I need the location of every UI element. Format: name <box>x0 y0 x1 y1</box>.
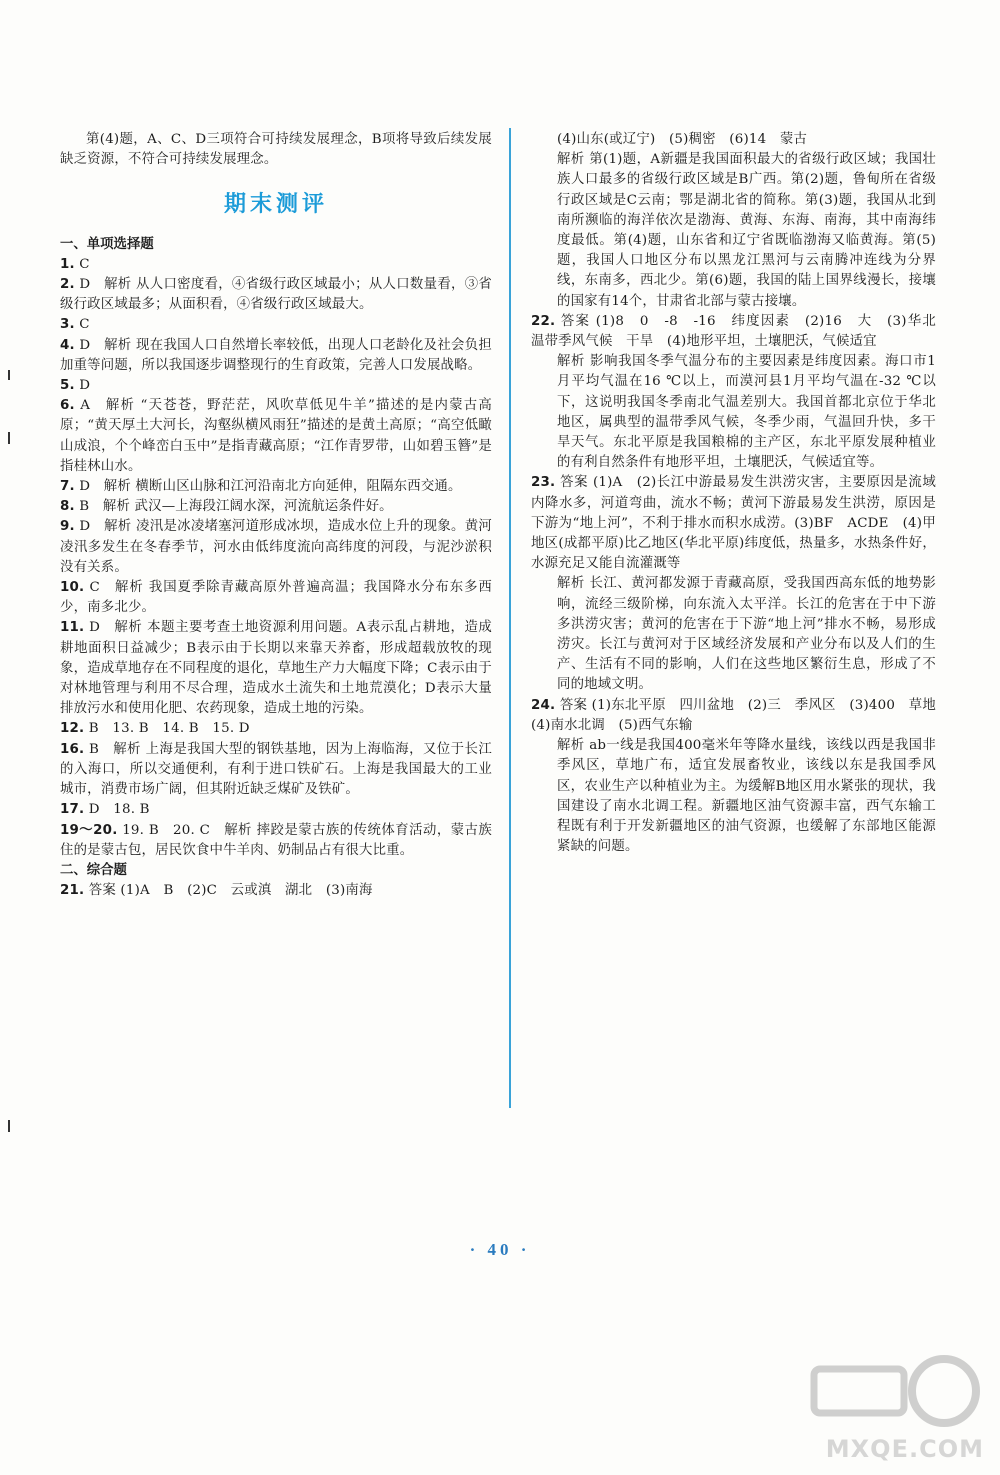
answer-item <box>60 255 492 275</box>
answer-item <box>60 740 492 801</box>
section-title: 期末测评 <box>223 191 328 218</box>
answer-item <box>60 315 492 335</box>
answer-item-24 <box>531 696 950 736</box>
item-text: 答案 (1)8 0 -8 -16 纬度因素 (2)16 大 (3)华北 温带季风气候 干旱 (4)地形平坦，土壤肥沃，气候适宜 <box>531 313 950 350</box>
item-number: 8. <box>60 499 75 515</box>
answer-item <box>60 618 492 719</box>
item-text: 答案 (1)东北平原 四川盆地 (2)三 季风区 (3)400 草地 (4)南水北调 (5)西气东输 <box>531 697 950 733</box>
answer-item <box>60 578 492 618</box>
answer-22-analysis: 解析 影响我国冬季气温分布的主要因素是纬度因素。海口市1月平均气温在16 ℃以上，而漠河县1月平均气温在-32 ℃以下，这说明我国冬季南北气温差别大。我国首都北京位于华北地区，属典型的温带季风气候，冬季少雨，气温回升快，多干旱天气。东北平原是我国粮棉的主产区，东北平原发展种植业的有利自然条件有地形平坦，土壤肥沃，气候适宜等。 <box>557 354 936 471</box>
answer-list <box>60 255 492 861</box>
item-text: D <box>74 378 91 394</box>
item-text: D 解析 横断山区山脉和江河沿南北方向延伸，阻隔东西交通。 <box>74 479 462 495</box>
answer-item <box>60 517 492 578</box>
item-number: 7. <box>60 479 75 495</box>
item-number: 19～20. <box>60 822 118 838</box>
item-text: 19. B 20. C 解析 摔跤是蒙古族的传统体育活动，蒙古族住的是蒙古包，居民饮食中牛羊肉、奶制品占有很大比重。 <box>60 822 492 858</box>
item-text: 答案 (1)A B (2)C 云或滇 湖北 (3)南海 <box>84 883 373 899</box>
item-text: D 解析 现在我国人口自然增长率较低，出现人口老龄化及社会负担加重等问题，所以我国逐步调整现行的生育政策，完善人口发展战略。 <box>60 337 492 373</box>
answer-item <box>60 275 492 315</box>
watermark-text: MXQE.COM <box>825 1435 984 1463</box>
item-number: 22. <box>531 313 556 329</box>
answer-item-22 <box>531 312 950 352</box>
item-number: 21. <box>60 883 85 899</box>
item-text: B 解析 武汉—上海段江阔水深，河流航运条件好。 <box>74 499 393 515</box>
item-text: D 解析 从人口密度看，④省级行政区域最小；从人口数量看，③省级行政区域最多；从面积看，④省级行政区域最大。 <box>60 277 492 313</box>
column-divider <box>509 128 511 1108</box>
answer-item-21 <box>60 881 492 901</box>
answer-21-continued: (4)山东(或辽宁) (5)稠密 (6)14 蒙古 <box>557 132 808 147</box>
margin-mark <box>8 370 10 380</box>
page-number: · 40 · <box>469 1240 531 1259</box>
item-number: 23. <box>531 475 556 491</box>
item-text: C <box>74 256 90 272</box>
left-column <box>60 130 492 901</box>
item-number: 12. <box>60 721 85 737</box>
item-text: C <box>74 317 90 333</box>
answer-item <box>60 376 492 396</box>
answer-24-analysis: 解析 ab一线是我国400毫米年等降水量线，该线以西是我国非季风区，草地广布，适宜发展畜牧业，该线以东是我国季风区，农业生产以种植业为主。为缓解B地区用水紧张的现状，我国建设了南水北调工程。新疆地区油气资源丰富，西气东输工程既有利于开发新疆地区的油气资源，也缓解了东部地区能源紧缺的问题。 <box>557 738 936 855</box>
answer-23-analysis: 解析 长江、黄河都发源于青藏高原，受我国西高东低的地势影响，流经三级阶梯，向东流入太平洋。长江的危害在于中下游多洪涝灾害；黄河的危害在于下游“地上河”排水不畅，易形成涝灾。长江与黄河对于区域经济发展和产业分布以及人们的生产、生活有不同的影响，人们在这些地区繁衍生息，形成了不同的地域文明。 <box>557 576 936 693</box>
item-number: 17. <box>60 802 85 818</box>
item-text: D 解析 凌汛是冰凌堵塞河道形成冰坝，造成水位上升的现象。黄河凌汛多发生在冬春季节，河水由低纬度流向高纬度的河段，与泥沙淤积没有关系。 <box>60 519 492 575</box>
item-number: 24. <box>531 697 556 713</box>
watermark-logo-icon <box>794 1321 994 1471</box>
item-text: D 解析 本题主要考查土地资源利用问题。A表示乱占耕地，造成耕地面积日益减少；B表示由于长期以来靠天养畜，形成超载放牧的现象，造成草地存在不同程度的退化，草地生产力大幅度下降；C表示由于对林地管理与利用不尽合理，造成水土流失和土地荒漠化；D表示大量排放污水和使用化肥、农药现象，造成土地的污染。 <box>60 620 492 717</box>
item-number: 11. <box>60 620 85 636</box>
item-text: D 18. B <box>84 802 150 818</box>
item-text: B 13. B 14. B 15. D <box>84 721 250 737</box>
margin-mark <box>8 1120 10 1132</box>
part2-heading: 二、综合题 <box>60 862 127 878</box>
item-number: 9. <box>60 519 75 535</box>
item-number: 10. <box>60 580 85 596</box>
item-text: A 解析 “天苍苍，野茫茫，风吹草低见牛羊”描述的是内蒙古高原；“黄天厚土大河长，沟壑纵横风雨狂”描述的是黄土高原；“高空低瞰山成浪，个个峰峦白玉中”是指青藏高原；“江作青罗带，山如碧玉簪”是指桂林山水。 <box>60 398 492 474</box>
answer-item-23 <box>531 473 936 574</box>
item-number: 3. <box>60 317 75 333</box>
item-number: 4. <box>60 337 75 353</box>
answer-item <box>60 800 492 820</box>
item-text: 答案 (1)A (2)长江中游最易发生洪涝灾害，主要原因是流域内降水多，河道弯曲，流水不畅；黄河下游最易发生洪涝，原因是下游为“地上河”，不利于排水而积水成涝。(3)BF ACDE (4)甲地区(成都平原)比乙地区(华北平原)纬度低，热量多，水热条件好，水源充足又能自流灌溉等 <box>531 475 936 572</box>
answer-item <box>60 821 492 861</box>
answer-item <box>60 336 492 376</box>
part1-heading: 一、单项选择题 <box>60 236 154 252</box>
item-text: C 解析 我国夏季除青藏高原外普遍高温；我国降水分布东多西少，南多北少。 <box>60 580 492 616</box>
right-column <box>531 130 950 857</box>
item-number: 6. <box>60 398 75 414</box>
item-number: 1. <box>60 256 75 272</box>
item-text: B 解析 上海是我国大型的钢铁基地，因为上海临海，又位于长江的入海口，所以交通便利，有利于进口铁矿石。上海是我国最大的工业城市，消费市场广阔，但其附近缺乏煤矿及铁矿。 <box>60 741 492 798</box>
answer-item <box>60 719 492 739</box>
answer-21-analysis: 解析 第(1)题，A新疆是我国面积最大的省级行政区域；我国壮族人口最多的省级行政区域是B广西。第(2)题，鲁甸所在省级行政区域是C云南；鄂是湖北省的简称。第(3)题，我国从北到南所濒临的海洋依次是渤海、黄海、东海、南海，其中南海纬度最低。第(4)题，山东省和辽宁省既临渤海又临黄海。第(5)题，我国人口地区分布以黑龙江黑河与云南腾冲连线为分界线，东南多，西北少。第(6)题，我国的陆上国界线漫长，接壤的国家有14个，甘肃省北部与蒙古接壤。 <box>557 152 936 309</box>
intro-note: 第(4)题，A、C、D三项符合可持续发展理念，B项将导致后续发展缺乏资源，不符合可持续发展理念。 <box>60 132 492 168</box>
item-number: 2. <box>60 277 75 293</box>
item-number: 5. <box>60 378 75 394</box>
answer-item <box>60 497 492 517</box>
answer-item <box>60 477 492 497</box>
answer-item <box>60 396 492 477</box>
item-number: 16. <box>60 741 85 757</box>
margin-mark <box>8 432 10 444</box>
